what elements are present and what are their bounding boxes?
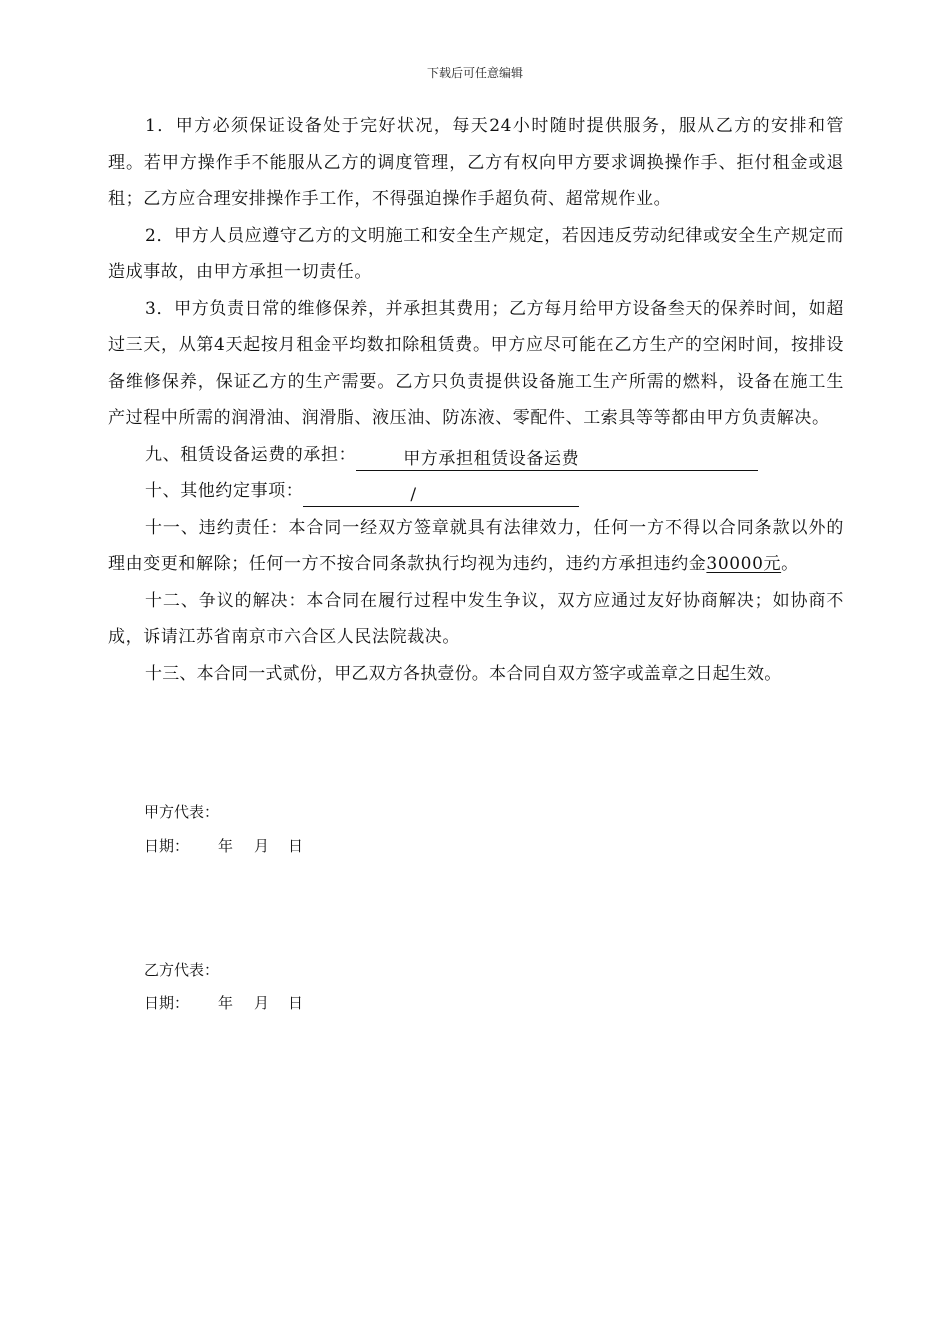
clause-1: 1．甲方必须保证设备处于完好状况，每天24小时随时提供服务，服从乙方的安排和管理。若甲方操作手不能服从乙方的调度管理，乙方有权向甲方要求调换操作手、拒付租金或退租；乙方应合理安排操作手工作，不得强迫操作手超负荷、超常规作业。: [108, 116, 844, 209]
contract-body: [108, 108, 844, 692]
party-b-date-label: 日期：: [144, 994, 190, 1012]
clause-13: 十三、本合同一式贰份，甲乙双方各执壹份。本合同自双方签字或盖章之日起生效。: [145, 663, 782, 684]
party-b-date-year: 年: [218, 994, 234, 1012]
clause-11-text: 十一、违约责任：本合同一经双方签章就具有法律效力，任何一方不得以合同条款以外的理由变更和解除；任何一方不按合同条款执行均视为违约，违约方承担违约金: [108, 517, 844, 574]
clause-11-amount: 30000元: [706, 554, 782, 574]
clause-10-value: /: [303, 484, 579, 507]
clause-12: 十二、争议的解决：本合同在履行过程中发生争议，双方应通过友好协商解决；如协商不成，诉请江苏省南京市六合区人民法院裁决。: [108, 590, 844, 647]
page-header-note: 下载后可任意编辑: [426, 66, 523, 80]
party-b-representative-label: 乙方代表：: [144, 961, 220, 979]
clause-9-label: 九、租赁设备运费的承担：: [145, 444, 357, 465]
party-a-date-year: 年: [218, 837, 234, 855]
clause-2: 2．甲方人员应遵守乙方的文明施工和安全生产规定，若因违反劳动纪律或安全生产规定而造成事故，由甲方承担一切责任。: [108, 225, 844, 282]
party-a-date-day: 日: [288, 837, 304, 855]
clause-11: [108, 510, 844, 583]
party-b-date-line: [144, 993, 303, 1013]
party-b-date-month: 月: [254, 994, 270, 1012]
clause-9: [108, 437, 844, 474]
clause-3: 3．甲方负责日常的维修保养，并承担其费用；乙方每月给甲方设备叁天的保养时间，如超过三天，从第4天起按月租金平均数扣除租赁费。甲方应尽可能在乙方生产的空闲时间，按排设备维修保养，保证乙方的生产需要。乙方只负责提供设备施工生产所需的燃料，设备在施工生产过程中所需的润滑油、润滑脂、液压油、防冻液、零配件、工索具等等都由甲方负责解决。: [108, 298, 844, 428]
party-a-representative-label: 甲方代表：: [144, 803, 220, 821]
clause-10-label: 十、其他约定事项：: [145, 481, 304, 501]
clause-10: [108, 473, 844, 510]
party-b-date-day: 日: [288, 994, 304, 1012]
party-a-date-month: 月: [254, 837, 270, 855]
clause-11-end: 。: [781, 554, 799, 574]
clause-9-value: 甲方承担租赁设备运费: [356, 448, 758, 471]
party-a-date-label: 日期：: [144, 837, 190, 855]
party-a-date-line: [144, 836, 303, 856]
